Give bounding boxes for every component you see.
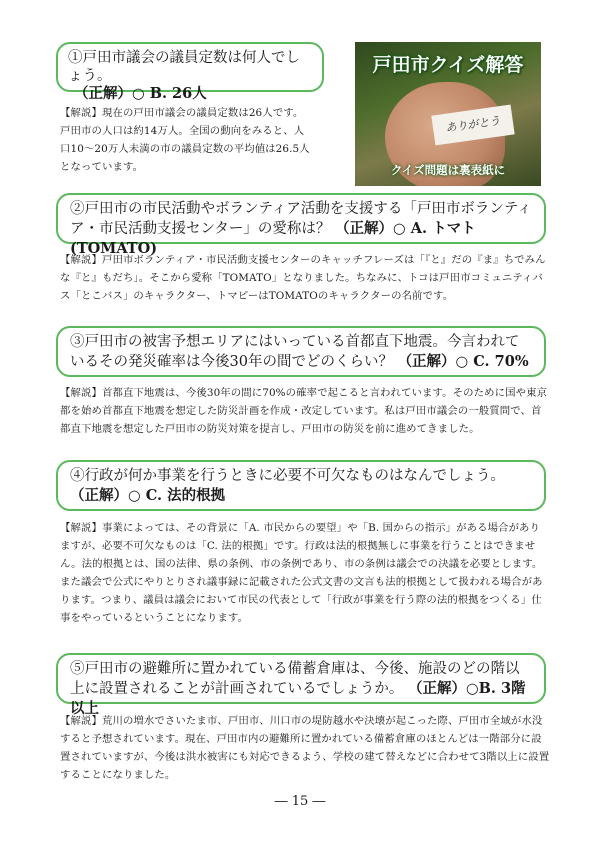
question-2-box xyxy=(56,193,546,257)
question-5-explanation: 【解説】荒川の増水でさいたま市、戸田市、川口市の堤防越水や決壊が起こった際、戸田市全域が水没すると予想されています。現在、戸田市内の避難所に置かれている備蓄倉庫のほとんどは一階部分に設置されていますが、今後は洪水被害にも対応できるよう、学校の建て替えなどに合わせて3階以上に設置することになりました。 xyxy=(60,715,550,781)
question-2-text: ②戸田市の市民活動やボランティア活動を支援する「戸田市ボランティア・市民活動支援センター」の愛称は？ xyxy=(70,201,532,237)
question-2-explanation: 【解説】戸田市ボランティア・市民活動支援センターのキャッチフレーズは「『と』だの『ま』ちでみんな『と』もだち」。そこから愛称「TOMATO」となりました。ちなみに、トコは戸田市コミュニティバス「とこバス」のキャラクター、トマピーはTOMATOのキャラクターの名前です。 xyxy=(60,254,546,302)
photo-title: 戸田市クイズ解答 xyxy=(372,54,524,76)
question-1-box xyxy=(56,42,324,102)
question-1-answer: （正解）○ B. 26人 xyxy=(74,85,207,102)
question-1-explanation: 【解説】現在の戸田市議会の議員定数は26人です。戸田市の人口は約14万人。全国の動向をみると、人口10～20万人未満の市の議員定数の平均値は26.5人となっています。 xyxy=(60,107,310,173)
question-5-box xyxy=(56,653,546,717)
question-4-answer: （正解）○ C. 法的根拠 xyxy=(70,487,226,504)
question-1-text: ①戸田市議会の議員定数は何人でしょう。 xyxy=(68,50,300,84)
question-3-answer: （正解）○ C. 70% xyxy=(397,353,529,370)
paper-note: ありがとう xyxy=(431,105,514,146)
page-number: ― 15 ― xyxy=(274,794,326,809)
question-4-box xyxy=(56,460,546,511)
question-3-text: ③戸田市の被害予想エリアにはいっている首都直下地震。今言われているその発災確率は今後30年の間でどのくらい？ xyxy=(70,334,520,370)
question-4-explanation: 【解説】事業によっては、その背景に「A. 市民からの要望」や「B. 国からの指示」がある場合がありますが、必要不可欠なものは「C. 法的根拠」です。行政は法的根拠無しに事業を行うことはできません。法的根拠とは、国の法律、県の条例、市の条例であり、市の条例は議会での決議を必要とします。また議会で公式にやりとりされ議事録に記載された公式文書の文言も法的根拠として扱われる場合があります。つまり、議員は議会において市民の代表として「行政が事業を行う際の法的根拠をつくる」仕事をやっているということになります。 xyxy=(60,522,543,624)
question-5-text: ⑤戸田市の避難所に置かれている備蓄倉庫は、今後、施設のどの階以上に設置されることが計画されているでしょうか。 xyxy=(70,661,520,697)
question-3-explanation: 【解説】首都直下地震は、今後30年の間に70%の確率で起こると言われています。そのために国や東京都を始め首都直下地震を想定した防災計画を作成・改定しています。私は戸田市議会の一般質問で、首都直下地震を想定した戸田市の防災対策を提言し、戸田市の防災を前に進めてきました。 xyxy=(60,387,548,435)
question-3-box xyxy=(56,326,546,377)
photo-caption: クイズ問題は裏表紙に xyxy=(390,163,506,177)
question-5-answer: （正解）○B. 3階以上 xyxy=(70,680,526,717)
question-4-text: ④行政が何か事業を行うときに必要不可欠なものはなんでしょう。 xyxy=(70,468,505,484)
quiz-answer-photo xyxy=(355,42,541,186)
question-2-answer: （正解）○ A. トマト(TOMATO) xyxy=(70,220,476,257)
